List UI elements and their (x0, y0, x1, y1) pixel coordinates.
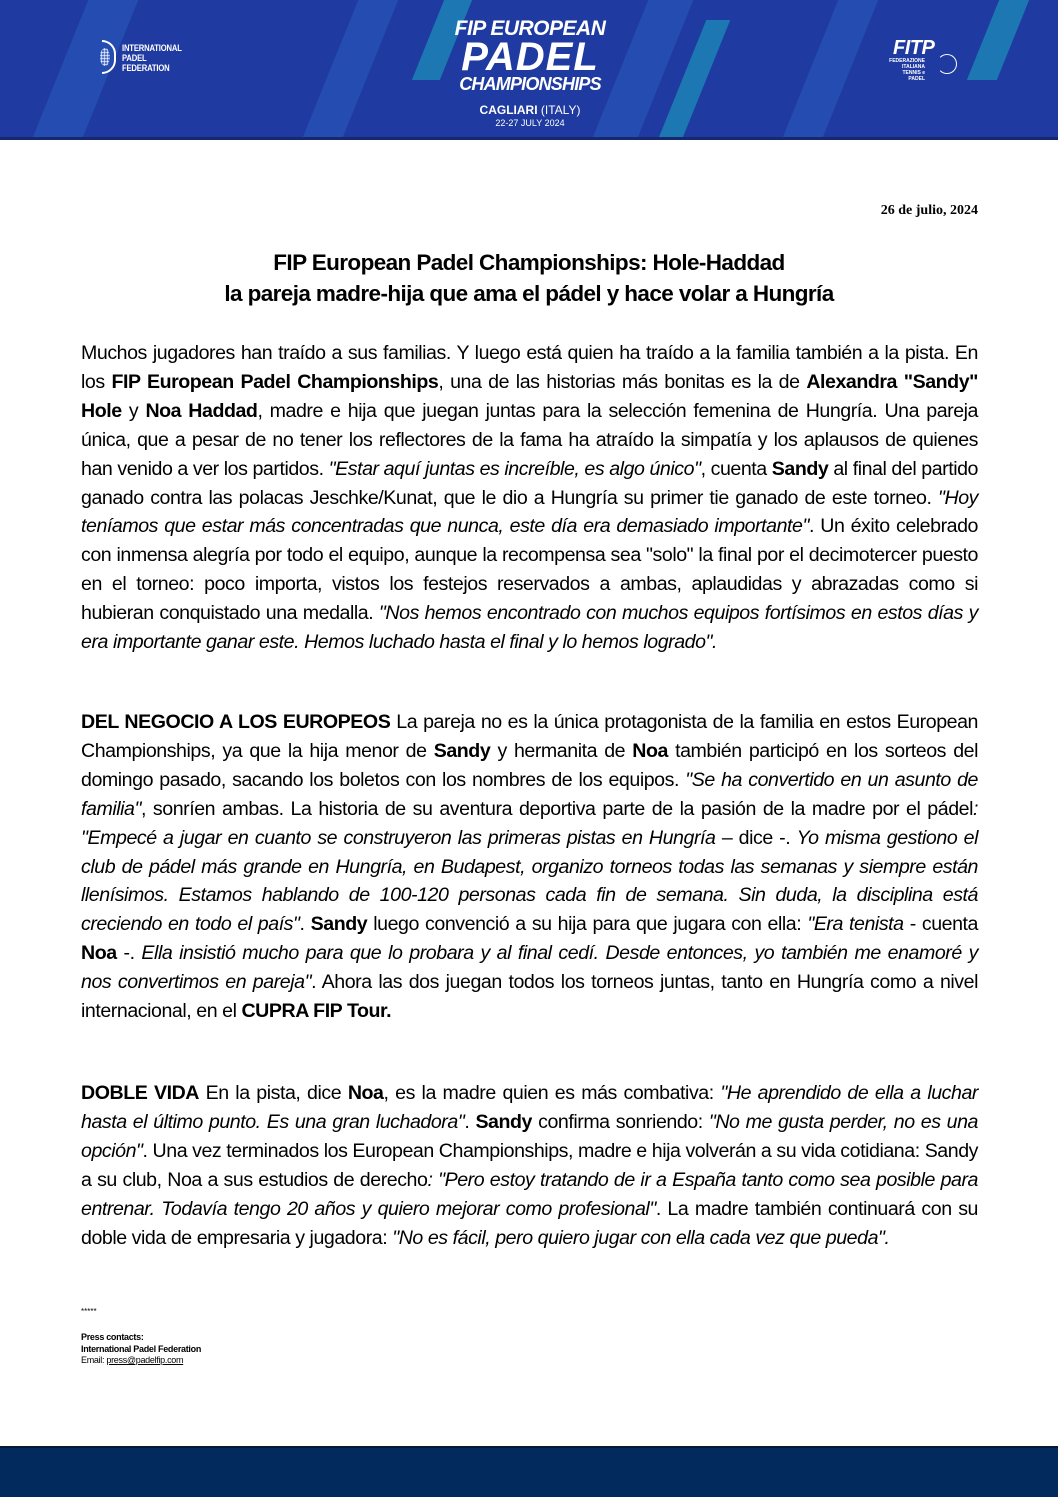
bold-text: FIP European Padel Championships (111, 370, 439, 393)
ipf-logo (100, 40, 192, 76)
press-title-line2: la pareja madre-hija que ama el pádel y hace volar a Hungría (224, 281, 834, 306)
body-text: , una de las historias más bonitas es la de (438, 370, 807, 393)
fitp-logo-line: ITALIANA (902, 64, 925, 70)
body-text: . Una vez terminados los European Championships, madre e hija volverán a su vida cotidiana: Sandy a su club, Noa a sus estudios de derecho (81, 1139, 978, 1191)
body-text: , madre e hija que juegan juntas para la selección femenina de Hungría. Una pareja única, que a pesar de no tener los reflectores de la fama ha atraído la simpatía y los aplausos de quienes han venido a ver los partidos. (81, 399, 979, 480)
contacts-heading: Press contacts: (81, 1332, 144, 1342)
event-logo-line1: FIP EUROPEAN (454, 17, 606, 40)
fitp-acronym: FITP (893, 37, 935, 59)
bold-text: Sandy (771, 457, 829, 480)
body-text: -. (116, 942, 142, 965)
fitp-logo-line: TENNIS e PADEL (902, 70, 925, 82)
contacts-org: International Padel Federation (81, 1343, 202, 1354)
fitp-logo (889, 37, 963, 82)
banner-stripe (967, 0, 1033, 80)
quote-text: : "Empecé a jugar en cuanto se construyeron las primeras pistas en Hungría (81, 797, 978, 849)
quote-text: Ella insistió mucho para que lo probara y al final cedí. Desde entonces, yo también me enamoré y nos convertimos en pareja" (81, 942, 978, 994)
bold-text: Sandy (475, 1110, 532, 1133)
quote-text: "Se ha convertido en un asunto de familia" (81, 768, 978, 820)
event-logo (405, 18, 655, 129)
bold-text: CUPRA FIP Tour. (241, 1000, 392, 1023)
bold-text: Alexandra "Sandy" Hole (81, 370, 978, 422)
ipf-logo-line: PADEL (122, 53, 147, 63)
body-text: luego convenció a su hija para que jugara con ella: (367, 913, 808, 936)
fitp-swirl-icon (937, 54, 957, 74)
banner-stripe (778, 0, 883, 140)
body-paragraph (81, 1079, 978, 1252)
body-paragraph (81, 339, 978, 657)
body-text: , es la madre quien es más combativa: (383, 1082, 721, 1104)
bold-text: Sandy (433, 739, 491, 762)
event-location (405, 103, 655, 117)
quote-text: "Nos hemos encontrado con muchos equipos fortísimos en estos días y era importante ganar este. Hemos luchado hasta el final y lo hemos logrado". (81, 602, 978, 654)
quote-text: "No me gusta perder, no es una opción" (81, 1110, 978, 1162)
bold-text: Sandy (310, 913, 368, 936)
press-date: 26 de julio, 2024 (880, 203, 978, 218)
email-link[interactable]: press@padelfip.com (106, 1355, 184, 1365)
body-text: Muchos jugadores han traído a sus familias. Y luego está quien ha traído a la familia también a la pista. En los (81, 342, 978, 393)
body-text: y (121, 399, 146, 422)
bold-text: DEL NEGOCIO A LOS EUROPEOS (81, 711, 391, 733)
body-text: también participó en los sorteos del domingo pasado, sacando los boletos con los nombres de los equipos. (81, 739, 978, 791)
body-text: . La madre también continuará con su doble vida de empresaria y jugadora: (81, 1197, 978, 1249)
ipf-logo-line: FEDERATION (122, 63, 170, 73)
quote-text: "Era tenista (807, 913, 904, 936)
body-text: En la pista, dice (198, 1082, 348, 1104)
event-dates: 22-27 JULY 2024 (495, 118, 565, 128)
fitp-logo-line: FEDERAZIONE (889, 58, 925, 64)
press-contacts (81, 1332, 201, 1367)
body-text: . Ahora las dos juegan todos los torneos juntas, tanto en Hungría como a nivel internacional, en el (81, 971, 978, 1023)
header-banner (0, 0, 1058, 140)
bold-text: Noa (81, 942, 117, 965)
body-text: La pareja no es la única protagonista de la familia en estos European Championships, ya que la hija menor de (81, 711, 978, 762)
quote-text: : "Pero estoy tratando de ir a España tanto como sea posible para entrenar. Todavía tengo 20 años y quiero mejorar como profesional" (81, 1168, 978, 1220)
banner-stripe (298, 0, 403, 140)
press-title (80, 247, 978, 309)
banner-divider (0, 137, 1058, 140)
event-logo-line3: CHAMPIONSHIPS (459, 74, 601, 94)
body-text: , cuenta (700, 457, 772, 480)
body-paragraph (81, 708, 978, 1026)
separator: ***** (81, 1307, 97, 1316)
quote-text: "Hoy teníamos que estar más concentradas que nunca, este día era demasiado importante" (81, 486, 978, 538)
event-country: (ITALY) (540, 103, 581, 117)
body-text: al final del partido ganado contra las polacas Jeschke/Kunat, que le dio a Hungría su primer tie ganado de este torneo. (81, 457, 979, 509)
bold-text: DOBLE VIDA (81, 1082, 199, 1104)
body-text: y hermanita de (490, 739, 633, 762)
bold-text: Noa (632, 739, 668, 762)
quote-text: "Estar aquí juntas es increíble, es algo único" (328, 457, 701, 480)
quote-text: "He aprendido de ella a luchar hasta el último punto. Es una gran luchadora" (81, 1082, 978, 1133)
body-text: confirma sonriendo: (532, 1110, 709, 1133)
bold-text: Noa (347, 1082, 384, 1104)
bold-text: Noa Haddad (145, 399, 258, 422)
quote-text: "No es fácil, pero quiero jugar con ella cada vez que pueda". (392, 1226, 890, 1249)
ipf-ball-icon (100, 40, 116, 76)
ipf-logo-line: INTERNATIONAL (122, 43, 182, 53)
event-logo-line2: PADEL (461, 35, 599, 79)
footer-bar (0, 1446, 1058, 1497)
contacts-email-row (81, 1355, 201, 1367)
body-text: . Un éxito celebrado con inmensa alegría por todo el equipo, aunque la recompensa sea "solo" la final por el decimotercer puesto en el torneo: poco importa, vistos los festejos reservados a ambas, aplaudidas y abrazadas como si hubieran conquistado una medalla. (81, 515, 978, 625)
body-text: – dice -. (715, 826, 797, 849)
body-text: - cuenta (903, 913, 978, 936)
event-city: CAGLIARI (479, 103, 538, 117)
press-title-line1: FIP European Padel Championships: Hole-Haddad (273, 250, 785, 275)
body-text: . (299, 913, 311, 936)
email-label: Email: (81, 1355, 107, 1365)
body-text: , sonríen ambas. La historia de su aventura deportiva parte de la pasión de la madre por el pádel (140, 797, 973, 820)
quote-text: Yo misma gestiono el club de pádel más grande en Hungría, en Budapest, organizo torneos todas las semanas y siempre están llenísimos. Estamos hablando de 100-120 personas cada fin de semana. Sin duda, la disciplina está creciendo en todo el país" (81, 826, 978, 936)
body-text: . (464, 1110, 476, 1133)
